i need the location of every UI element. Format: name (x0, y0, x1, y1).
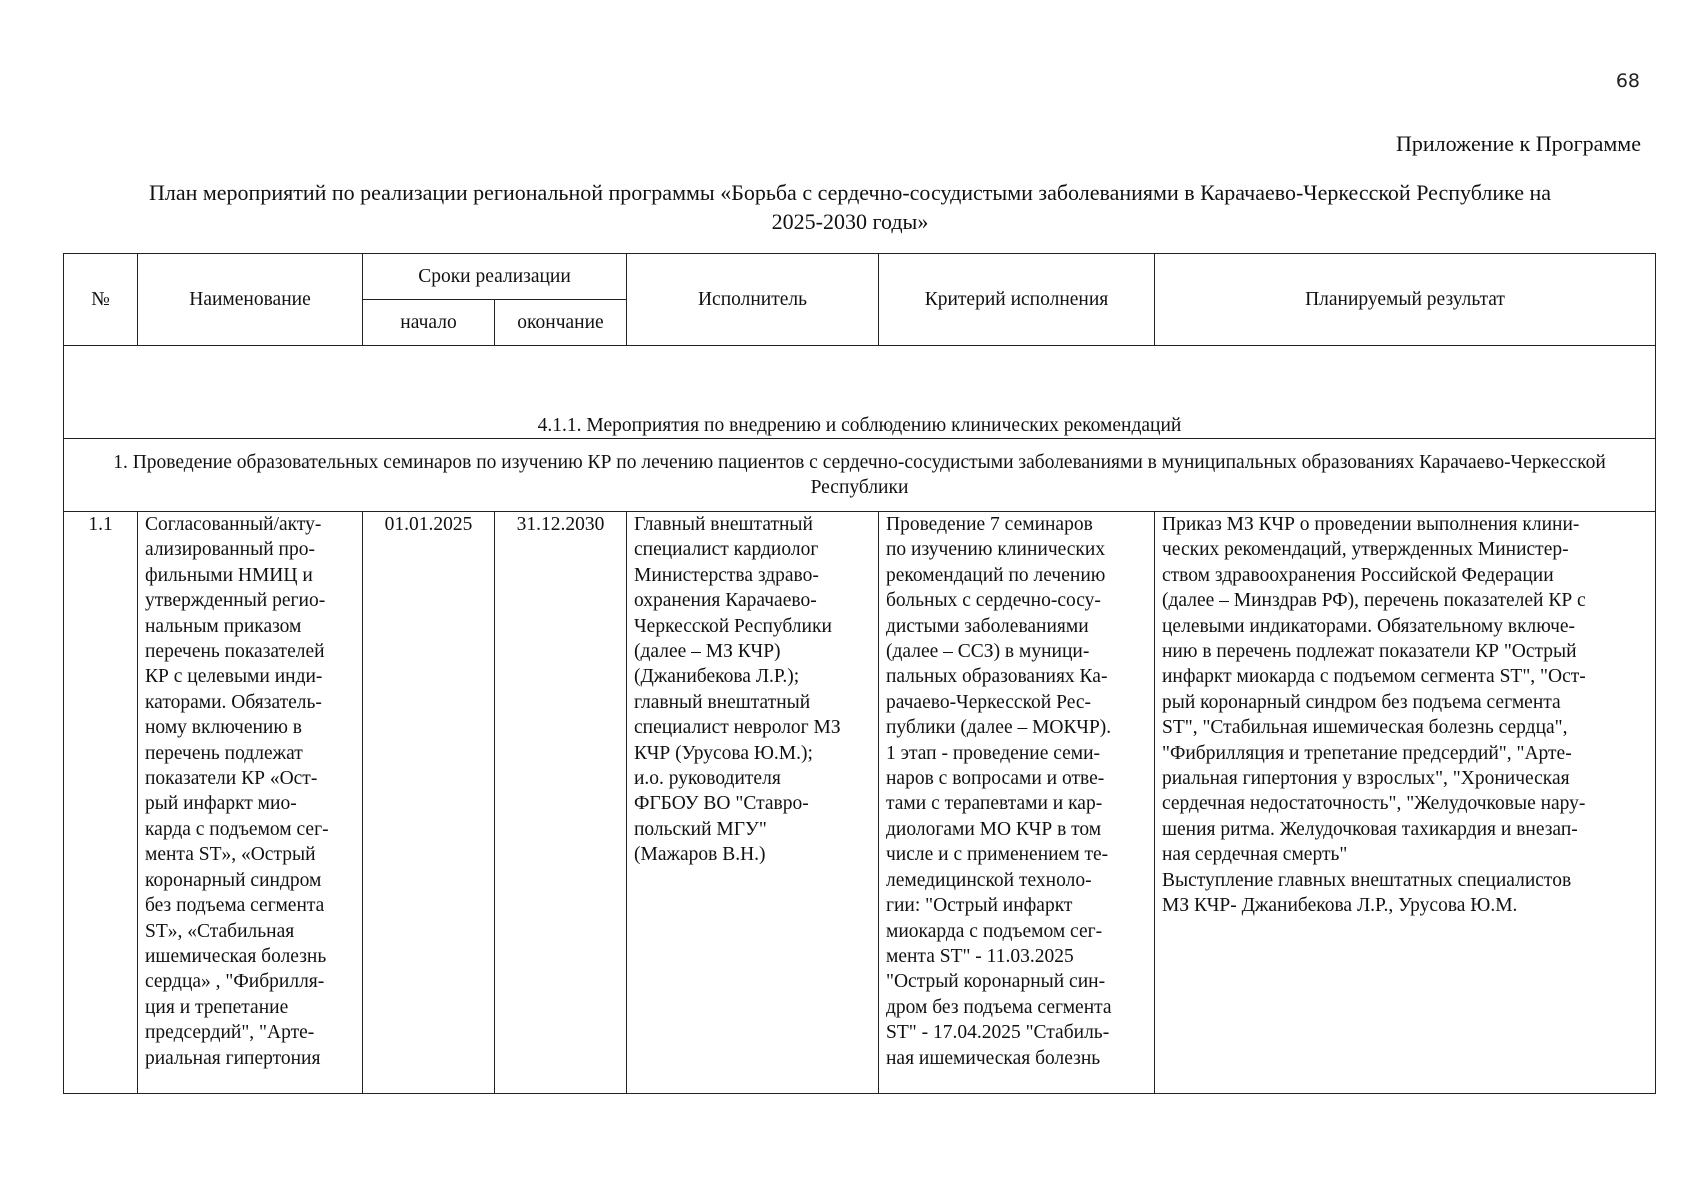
document-title-line-1: План мероприятий по реализации региональной программы «Борьба с сердечно-сосудистыми заболеваниями в Карачаево-Черкесской Республике на (148, 180, 1552, 205)
header-start: начало (363, 300, 495, 346)
header-name: Наименование (138, 254, 363, 346)
header-period: Сроки реализации (363, 254, 627, 300)
page-number: 68 (1615, 70, 1640, 92)
header-end: окончание (495, 300, 627, 346)
row-criterion (879, 512, 1155, 1094)
section-heading: 4.1.1. Мероприятия по внедрению и соблюдению клинических рекомендаций (64, 346, 1656, 439)
row-result (1155, 512, 1656, 1094)
header-executor: Исполнитель (627, 254, 879, 346)
document-title-line-2: 2025-2030 годы» (771, 209, 929, 234)
header-criterion: Критерий исполнения (879, 254, 1155, 346)
document-title (60, 178, 1640, 236)
task-heading: 1. Проведение образовательных семинаров по изучению КР по лечению пациентов с сердечно-сосудистыми заболеваниями в муниципальных образованиях Карачаево-Черкесской Республики (64, 439, 1656, 512)
header-result: Планируемый результат (1155, 254, 1656, 346)
row-end-date: 31.12.2030 (495, 512, 627, 1094)
row-executor-text: Главный внештатный специалист кардиолог Министерства здраво- охранения Карачаево- Черкесской Республики (далее – МЗ КЧР) (Джанибекова Л.Р.); главный внештатный специалист невролог МЗ КЧР (Урусова Ю.М.); и.о. руководителя ФГБОУ ВО "Ставро- польский МГУ" (Мажаров В.Н.) (634, 514, 841, 866)
row-name (138, 512, 363, 1094)
row-name-text: Согласованный/акту- ализированный про- фильными НМИЦ и утвержденный регио- нальным приказом перечень показателей КР с целевыми инди- каторами. Обязатель- ному включению в перечень подлежат показатели КР «Ост- рый инфаркт мио- карда с подъемом сег- мента ST», «Острый коронарный синдром без подъема сегмента ST», «Стабильная ишемическая болезнь сердца» , "Фибрилля- ция и трепетание предсердий", "Арте- риальная гипертония (145, 514, 329, 1069)
table-row (64, 512, 1656, 1094)
header-number: № (64, 254, 138, 346)
action-plan-table (63, 253, 1656, 1094)
appendix-label: Приложение к Программе (1395, 131, 1641, 156)
row-number: 1.1 (64, 512, 138, 1094)
section-heading-row (64, 346, 1656, 439)
row-executor (627, 512, 879, 1094)
row-result-text: Приказ МЗ КЧР о проведении выполнения клини- ческих рекомендаций, утвержденных Министер- ством здравоохранения Российской Федерации (далее – Минздрав РФ), перечень показателей КР с целевыми индикаторами. Обязательному включе- нию в перечень подлежат показатели КР "Острый инфаркт миокарда с подъемом сегмента ST", "Ост- рый коронарный синдром без подъема сегмента ST", "Стабильная ишемическая болезнь сердца", "Фибрилляция и трепетание предсердий", "Арте- риальная гипертония у взрослых", "Хроническая сердечная недостаточность", "Желудочковые нару- шения ритма. Желудочковая тахикардия и внезап- ная сердечная смерть" Выступление главных внештатных специалистов МЗ КЧР- Джанибекова Л.Р., Урусова Ю.М. (1162, 514, 1586, 917)
task-heading-row (64, 439, 1656, 512)
row-criterion-text: Проведение 7 семинаров по изучению клинических рекомендаций по лечению больных с сердечно-сосу- дистыми заболеваниями (далее – ССЗ) в муници- пальных образованиях Ка- рачаево-Черкесской Рес- публики (далее – МОКЧР). 1 этап - проведение семи- наров с вопросами и отве- тами с терапевтами и кар- диологами МО КЧР в том числе и с применением те- лемедицинской техноло- гии: "Острый инфаркт миокарда с подъемом сег- мента ST" - 11.03.2025 "Острый коронарный син- дром без подъема сегмента ST" - 17.04.2025 "Стабиль- ная ишемическая болезнь (886, 514, 1112, 1069)
row-start-date: 01.01.2025 (363, 512, 495, 1094)
